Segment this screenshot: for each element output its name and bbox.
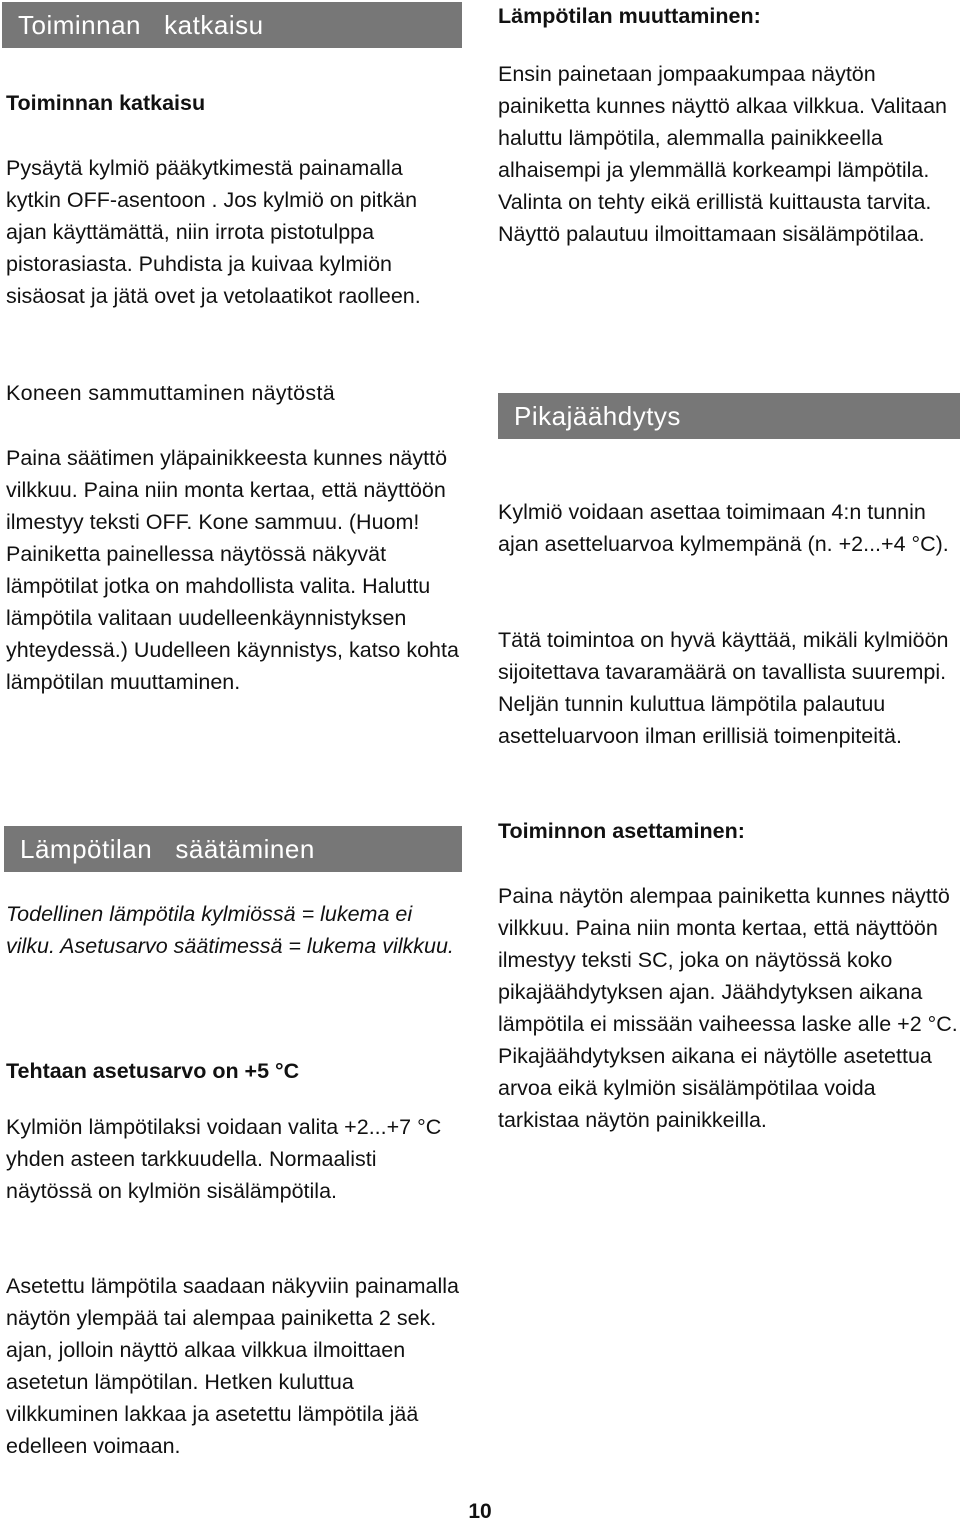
paragraph-quick-cooling-usage: Tätä toimintoa on hyvä käyttää, mikäli kylmiöön sijoitettava tavaramäärä on tavallista suurempi. Neljän tunnin kuluttua lämpötila palautuu asetteluarvoon ilman erillisiä toimenpiteitä. [498,628,949,748]
paragraph-off: Pysäytä kylmiö pääkytkimestä painamalla kytkin OFF-asentoon . Jos kylmiö on pitkän ajan käyttämättä, niin irrota pistotulppa pistorasiasta. Puhdista ja kuivaa kylmiön sisäosat ja jätä ovet ja vetolaatikot raolleen. [6,156,421,308]
heading-factory-setting: Tehtaan asetusarvo on +5 °C [6,1059,300,1083]
section-banner-temperature: Lämpötilan säätäminen [4,826,462,872]
section-banner-off: Toiminnan katkaisu [2,2,462,48]
paragraph-temperature-range: Kylmiön lämpötilaksi voidaan valita +2...+7 °C yhden asteen tarkkuudella. Normaalisti näytössä on kylmiön sisälämpötila. [6,1115,442,1203]
heading-off: Toiminnan katkaisu [6,91,206,115]
heading-set-function: Toiminnon asettaminen: [498,819,745,843]
heading-display-shutdown: Koneen sammuttaminen näytöstä [6,381,335,405]
paragraph-change-temperature: Ensin painetaan jompaakumpaa näytön painiketta kunnes näyttö alkaa vilkkua. Valitaan haluttu lämpötila, alemmalla painikkeella alhaisempi ja ylemmällä korkeampi lämpötila. Valinta on tehty eikä erillistä kuittausta tarvita. Näyttö palautuu ilmoittamaan sisälämpötilaa. [498,62,947,246]
section-banner-quick-cooling: Pikajäähdytys [498,393,960,439]
page-number: 10 [468,1500,492,1523]
paragraph-set-function: Paina näytön alempaa painiketta kunnes näyttö vilkkuu. Paina niin monta kertaa, että näyttöön ilmestyy teksti SC, joka on näytössä koko pikajäähdytyksen ajan. Jäähdytyksen aikana lämpötila ei missään vaiheessa laske alle +2 °C. Pikajäähdytyksen aikana ei näytölle asetettua arvoa eikä kylmiön sisälämpötilaa voida tarkistaa näytön painikkeilla. [498,884,958,1132]
italic-note: Todellinen lämpötila kylmiössä = lukema ei vilku. Asetusarvo säätimessä = lukema vilkkuu. [6,902,454,958]
paragraph-display-shutdown: Paina säätimen yläpainikkeesta kunnes näyttö vilkkuu. Paina niin monta kertaa, että näyttöön ilmestyy teksti OFF. Kone sammuu. (Huom! Painiketta painellessa näytössä näkyvät lämpötilat jotka on mahdollista valita. Haluttu lämpötila valitaan uudelleenkäynnistyksen yhteydessä.) Uudelleen käynnistys, katso kohta lämpötilan muuttaminen. [6,446,459,694]
paragraph-show-setpoint: Asetettu lämpötila saadaan näkyviin painamalla näytön ylempää tai alempaa painiketta 2 sek. ajan, jolloin näyttö alkaa vilkkua ilmoittaen asetetun lämpötilan. Hetken kuluttua vilkkuminen lakkaa ja asetettu lämpötila jää edelleen voimaan. [6,1274,459,1458]
paragraph-quick-cooling-intro: Kylmiö voidaan asettaa toimimaan 4:n tunnin ajan asetteluarvoa kylmempänä (n. +2...+4 °C). [498,500,949,556]
heading-change-temperature: Lämpötilan muuttaminen: [498,4,761,28]
